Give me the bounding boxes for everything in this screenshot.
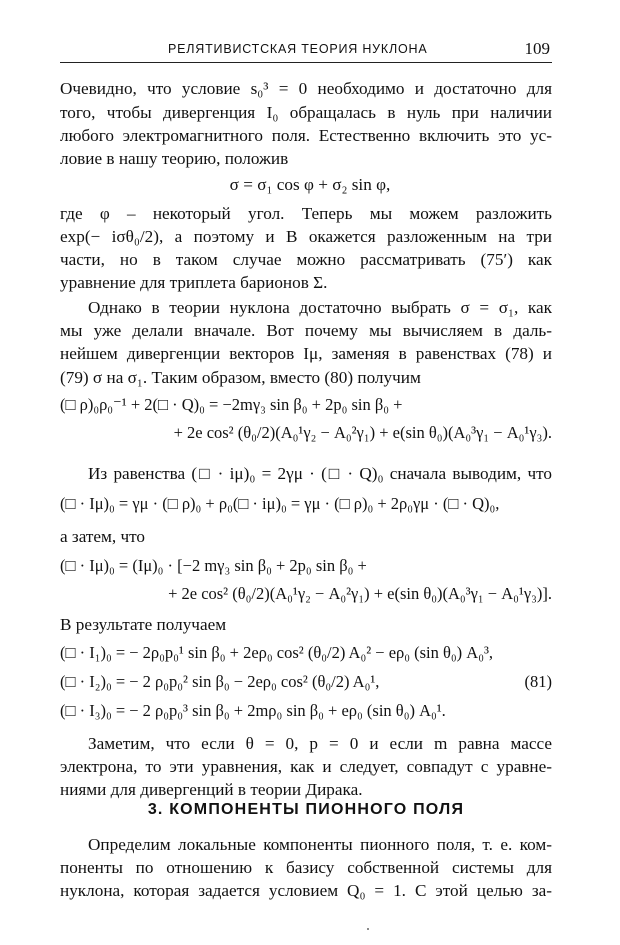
equation-sigma: σ = σ₁ cos φ + σ₂ sin φ, [229,175,391,194]
running-header [60,40,552,63]
text-line: мы уже делали вначале. Вот почему мы вычисляем в даль- [60,321,552,340]
equation-line [60,672,552,692]
equation-line: + 2e cos² (θ₀/2)(A₀¹γ₂ − A₀²γ₁) + e(sin θ₀)(A₀³γ₁ − A₀¹γ₃). [173,423,552,442]
text-line: ловие в нашу теорию, положив [60,149,289,168]
equation-line: (□ ρ)₀ρ₀⁻¹ + 2(□ · Q)₀ = −2mγ₃ sin β₀ + 2p₀ sin β₀ + [60,395,403,414]
page-number: 109 [524,39,550,58]
running-title: РЕЛЯТИВИСТСКАЯ ТЕОРИЯ НУКЛОНА [168,42,428,56]
equation-line: (□ · I₁)₀ = − 2ρ₀p₀¹ sin β₀ + 2eρ₀ cos² (θ₀/2) A₀² − eρ₀ (sin θ₀) A₀³, [60,643,494,662]
speck-mark [367,928,369,930]
text-line: уравнение для триплета барионов Σ. [60,273,328,292]
text-line: ниями для дивергенций в теории Дирака. [60,780,363,799]
text-line: Однако в теории нуклона достаточно выбрать σ = σ₁, как [88,298,552,317]
text-line: exp(− iσθ₀/2), а поэтому и B окажется разложенным на три [60,227,552,246]
equation-line: + 2e cos² (θ₀/2)(A₀¹γ₂ − A₀²γ₁) + e(sin θ₀)(A₀³γ₁ − A₀¹γ₃)]. [168,584,552,603]
text-line: Определим локальные компоненты пионного поля, т. е. ком- [88,835,552,854]
text-line: В результате получаем [60,615,227,634]
equation-line: (□ · I₃)₀ = − 2 ρ₀p₀³ sin β₀ + 2mρ₀ sin β₀ + eρ₀ (sin θ₀) A₀¹. [60,701,446,720]
equation-number: (81) [524,672,552,691]
text-line: Заметим, что если θ = 0, p = 0 и если m равна массе [88,734,552,753]
text-line: нейшем дивергенции векторов Iμ, заменяя в равенствах (78) и [60,344,552,363]
text-line: нуклона, которая задается условием Q₀ = 1. С этой целью за- [60,881,552,900]
text-line: электрона, то эти уравнения, как и следует, совпадут с уравне- [60,757,552,776]
text-line: (79) σ на σ₁. Таким образом, вместо (80) получим [60,368,421,387]
text-line: где φ – некоторый угол. Теперь мы можем разложить [60,204,552,223]
text-line: а затем, что [60,527,146,546]
text-line: части, но в таком случае можно рассматривать (75′) как [60,250,552,269]
equation-line: (□ · Iμ)₀ = γμ · (□ ρ)₀ + ρ₀(□ · iμ)₀ = γμ · (□ ρ)₀ + 2ρ₀γμ · (□ · Q)₀, [60,494,500,513]
equation-line: (□ · Iμ)₀ = (Iμ)₀ · [−2 mγ₃ sin β₀ + 2p₀ sin β₀ + [60,556,367,575]
equation-text: (□ · I₂)₀ = − 2 ρ₀p₀² sin β₀ − 2eρ₀ cos² (θ₀/2) A₀¹, [60,672,380,691]
text-line: того, чтобы дивергенция I₀ обращалась в нуль при наличии [60,103,552,122]
text-line: Из равенства (□ · iμ)₀ = 2γμ · (□ · Q)₀ сначала выводим, что [88,464,552,483]
text-line: поненты по отношению к базису собственной системы для [60,858,552,877]
text-line: любого электромагнитного поля. Естественно включить это ус- [60,126,552,145]
section-heading: 3. КОМПОНЕНТЫ ПИОННОГО ПОЛЯ [147,801,465,818]
text-line: Очевидно, что условие s₀³ = 0 необходимо и достаточно для [60,79,552,98]
